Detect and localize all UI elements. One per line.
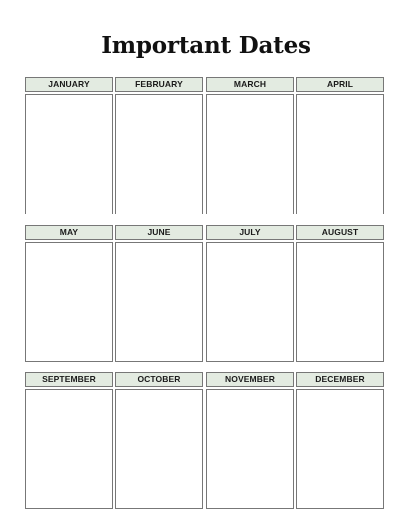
month-notes-box-september[interactable] [25, 389, 113, 509]
month-notes-box-october[interactable] [115, 389, 203, 509]
month-notes-box-august[interactable] [296, 242, 384, 362]
month-header-july: JULY [206, 225, 294, 240]
month-block-february [115, 77, 203, 214]
month-header-december: DECEMBER [296, 372, 384, 387]
month-header-september: SEPTEMBER [25, 372, 113, 387]
month-block-november [206, 372, 294, 509]
month-header-april: APRIL [296, 77, 384, 92]
month-header-february: FEBRUARY [115, 77, 203, 92]
month-header-march: MARCH [206, 77, 294, 92]
month-notes-box-december[interactable] [296, 389, 384, 509]
page-title: Important Dates [101, 32, 311, 59]
month-header-october: OCTOBER [115, 372, 203, 387]
month-block-december [296, 372, 384, 509]
month-notes-box-february[interactable] [115, 94, 203, 214]
month-block-september [25, 372, 113, 509]
month-header-november: NOVEMBER [206, 372, 294, 387]
month-notes-box-may[interactable] [25, 242, 113, 362]
month-header-january: JANUARY [25, 77, 113, 92]
month-notes-box-june[interactable] [115, 242, 203, 362]
month-notes-box-november[interactable] [206, 389, 294, 509]
month-notes-box-january[interactable] [25, 94, 113, 214]
month-block-august [296, 225, 384, 362]
month-block-january [25, 77, 113, 214]
month-block-june [115, 225, 203, 362]
month-block-may [25, 225, 113, 362]
month-header-june: JUNE [115, 225, 203, 240]
month-notes-box-july[interactable] [206, 242, 294, 362]
month-block-october [115, 372, 203, 509]
month-block-march [206, 77, 294, 214]
month-notes-box-march[interactable] [206, 94, 294, 214]
month-block-july [206, 225, 294, 362]
month-block-april [296, 77, 384, 214]
month-header-may: MAY [25, 225, 113, 240]
month-header-august: AUGUST [296, 225, 384, 240]
month-notes-box-april[interactable] [296, 94, 384, 214]
